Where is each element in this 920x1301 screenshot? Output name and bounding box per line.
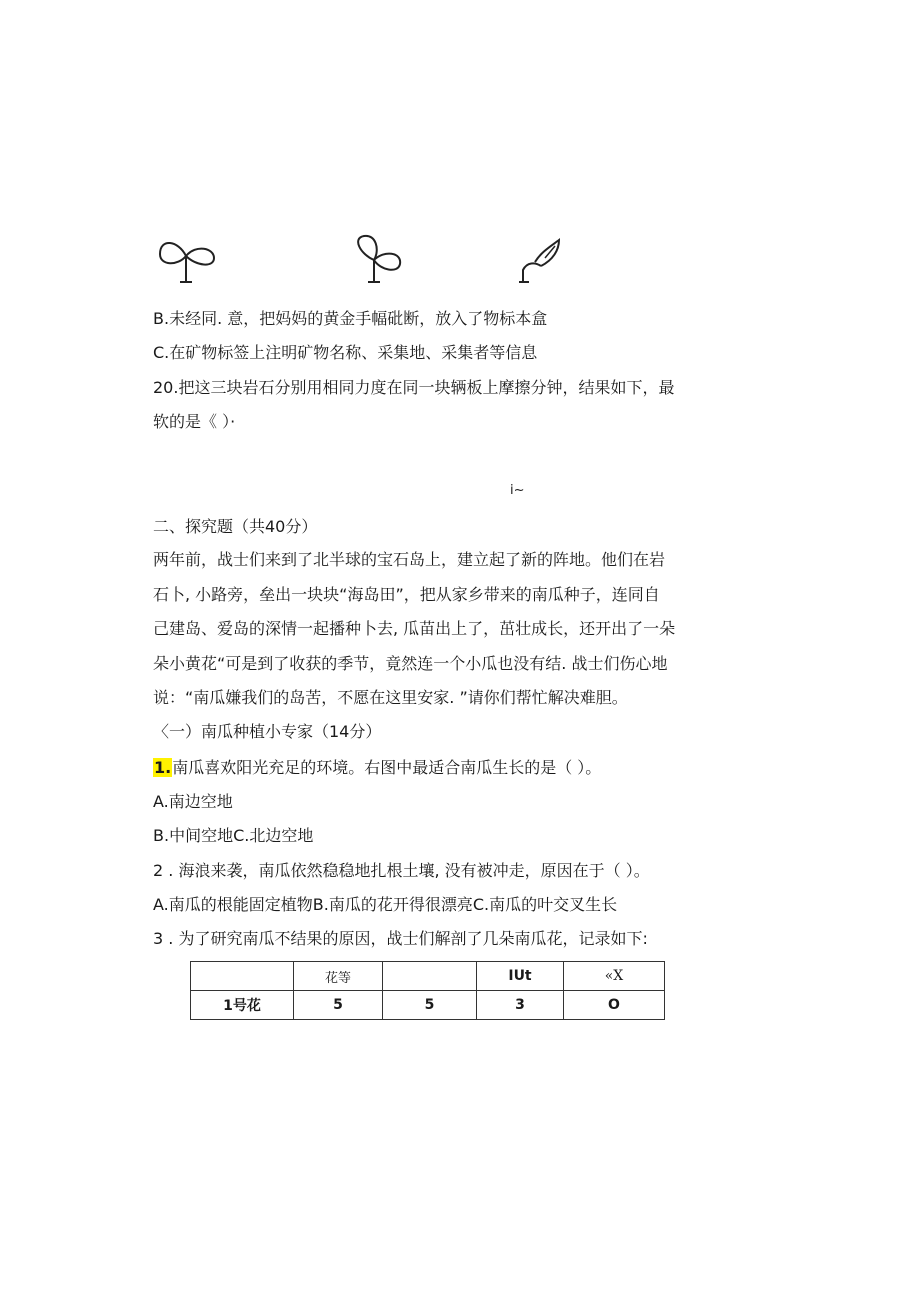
flower-table — [190, 961, 665, 1020]
paragraph-line: 己建岛、爱岛的深情一起播种卜去, 瓜苗出上了，茁壮成长，还开出了一朵 — [153, 619, 676, 638]
option-b-line: B.未经同. 意，把妈妈的黄金手幅砒断，放入了物标本盒 — [153, 309, 548, 328]
stray-mark: i~ — [510, 483, 525, 498]
question-2: 2 . 海浪来袭，南瓜依然稳稳地扎根土壤, 没有被冲走，原因在于（ ）。 — [153, 861, 650, 880]
paragraph-line: 两年前，战士们来到了北半球的宝石岛上，建立起了新的阵地。他们在岩 — [153, 550, 666, 569]
table-cell: 3 — [477, 991, 564, 1020]
table-header-row — [191, 962, 665, 991]
question-1-number: 1. — [154, 758, 172, 777]
table-header-cell — [383, 962, 477, 991]
table-cell: O — [564, 991, 665, 1020]
question-1-option-a: A.南边空地 — [153, 792, 233, 811]
subsection-title: 〈一）南瓜种植小专家（14分） — [153, 722, 382, 741]
table-header-cell: IUt — [477, 962, 564, 991]
option-c-line: C.在矿物标签上注明矿物名称、采集地、采集者等信息 — [153, 343, 538, 362]
seedling-icon — [156, 232, 218, 284]
table-header-cell — [191, 962, 294, 991]
section-title: 二、探究题（共40分） — [153, 517, 318, 536]
table-row — [191, 991, 665, 1020]
seedling-icon — [344, 232, 406, 284]
question-2-options: A.南瓜的根能固定植物B.南瓜的花开得很漂亮C.南瓜的叶交叉生长 — [153, 895, 618, 914]
table-header-cell: «X — [564, 962, 665, 991]
table-cell: 5 — [383, 991, 477, 1020]
question-3: 3 . 为了研究南瓜不结果的原因，战士们解剖了几朵南瓜花，记录如下: — [153, 929, 648, 948]
paragraph-line: 石卜, 小路旁，垒出一块块“海岛田”，把从家乡带来的南瓜种子，连同自 — [153, 585, 660, 604]
paragraph-line: 朵小黄花“可是到了收获的季节，竟然连一个小瓜也没有结. 战士们伤心地 — [153, 654, 668, 673]
question-1-text: 南瓜喜欢阳光充足的环境。右图中最适合南瓜生长的是（ ）。 — [172, 758, 602, 777]
question-20-line2: 软的是《 ）· — [153, 412, 236, 431]
table-cell: 5 — [294, 991, 383, 1020]
seedling-icon — [515, 232, 565, 284]
question-20-line1: 20.把这三块岩石分别用相同力度在同一块辆板上摩擦分钟，结果如下，最 — [153, 378, 675, 397]
table-header-cell: 花等 — [294, 962, 383, 991]
table-cell: 1号花 — [191, 991, 294, 1020]
question-1 — [153, 757, 601, 779]
question-1-options-bc: B.中间空地C.北边空地 — [153, 826, 314, 845]
paragraph-line: 说：“南瓜嫌我们的岛苦，不愿在这里安家. ”请你们帮忙解决难胆。 — [153, 688, 628, 707]
